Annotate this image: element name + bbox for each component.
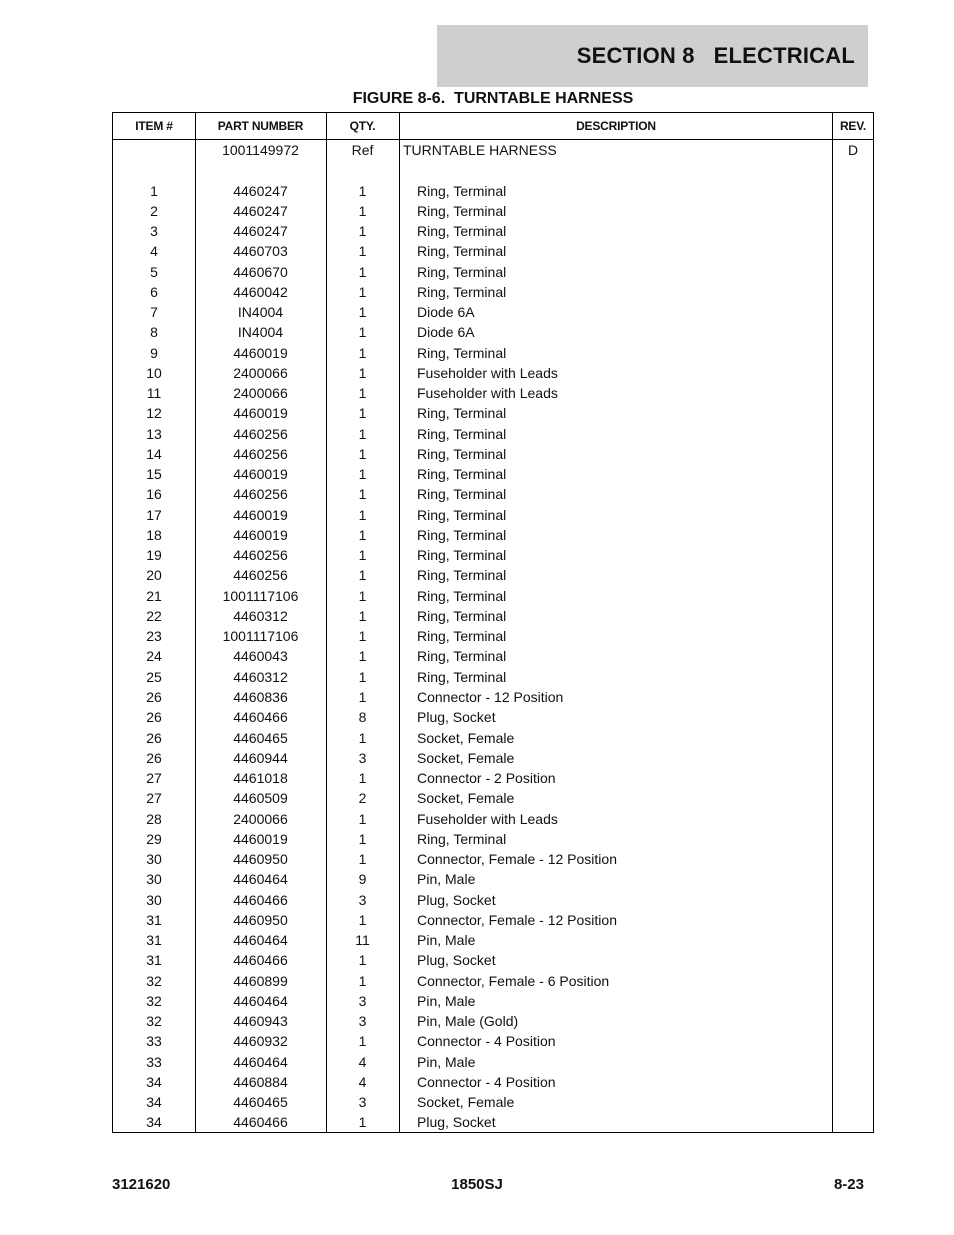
cell-item: 32 (146, 1013, 162, 1030)
section-banner (437, 25, 868, 87)
cell-description: Ring, Terminal (417, 587, 507, 604)
table-row (113, 1052, 873, 1072)
cell-part-number: 4460019 (233, 526, 288, 543)
cell-part-number: 4460256 (233, 547, 288, 564)
cell-qty: 1 (358, 810, 367, 827)
cell-description: Pin, Male (417, 1053, 476, 1070)
cell-item: 11 (146, 385, 162, 402)
cell-description: Ring, Terminal (417, 567, 507, 584)
cell-qty: 1 (358, 952, 367, 969)
cell-qty: 1 (358, 283, 367, 300)
cell-item: 4 (150, 243, 158, 260)
table-header (113, 113, 873, 140)
cell-item: 22 (146, 607, 162, 624)
cell-qty: 1 (358, 526, 367, 543)
cell-part-number: 4460247 (233, 182, 288, 199)
footer-doc-number: 3121620 (112, 1176, 171, 1193)
cell-qty: 1 (358, 770, 367, 787)
table-row (113, 464, 873, 484)
cell-description: Ring, Terminal (417, 223, 507, 240)
cell-qty: 1 (358, 911, 367, 928)
table-row (113, 829, 873, 849)
table-row (113, 1031, 873, 1051)
cell-item: 5 (150, 263, 158, 280)
cell-part-number: 4461018 (233, 770, 288, 787)
table-row (113, 201, 873, 221)
cell-item: 34 (146, 1114, 162, 1131)
cell-description: Pin, Male (Gold) (417, 1013, 519, 1030)
table-row (113, 950, 873, 970)
cell-part-number: 4460509 (233, 790, 288, 807)
cell-qty: 1 (358, 547, 367, 564)
table-row (113, 484, 873, 504)
cell-qty: 1 (358, 243, 367, 260)
figure-title: FIGURE 8-6. TURNTABLE HARNESS (352, 90, 634, 107)
cell-description: Ring, Terminal (417, 283, 507, 300)
section-title: SECTION 8 ELECTRICAL (576, 43, 855, 68)
cell-qty: 11 (355, 932, 370, 949)
cell-description: Socket, Female (417, 1094, 515, 1111)
cell-qty: 2 (358, 790, 367, 807)
cell-item: 29 (146, 830, 162, 847)
cell-description: Ring, Terminal (417, 668, 507, 685)
table-row (113, 1072, 873, 1092)
table-row (113, 383, 873, 403)
cell-qty: 9 (358, 871, 367, 888)
cell-qty: 1 (358, 263, 367, 280)
cell-part-number: 2400066 (233, 364, 288, 381)
cell-description: Connector - 2 Position (417, 770, 556, 787)
cell-part-number: 4460042 (233, 283, 288, 300)
cell-qty: 1 (358, 830, 367, 847)
cell-rev: D (847, 142, 859, 158)
cell-description: Socket, Female (417, 729, 515, 746)
cell-description: Socket, Female (417, 749, 515, 766)
assembly-row (113, 140, 873, 160)
cell-qty: 1 (358, 1033, 367, 1050)
cell-description: Connector, Female - 12 Position (417, 911, 617, 928)
cell-item: 23 (146, 628, 162, 645)
cell-item: 7 (150, 304, 158, 321)
table-row (113, 262, 873, 282)
table-row (113, 505, 873, 525)
cell-item: 6 (150, 283, 158, 300)
table-row (113, 181, 873, 201)
cell-part-number: 4460019 (233, 344, 288, 361)
table-row (113, 302, 873, 322)
cell-description: Pin, Male (417, 932, 476, 949)
cell-item: 8 (150, 324, 158, 341)
cell-part-number: 4460019 (233, 830, 288, 847)
cell-part-number: 4460043 (233, 648, 288, 665)
cell-description: Ring, Terminal (417, 263, 507, 280)
cell-qty: 1 (358, 628, 367, 645)
table-row (113, 646, 873, 666)
table-row (113, 930, 873, 950)
cell-qty: 1 (358, 972, 367, 989)
cell-qty: 1 (358, 587, 367, 604)
cell-item: 19 (146, 547, 162, 564)
cell-part-number: 4460256 (233, 425, 288, 442)
cell-part-number: 4460019 (233, 466, 288, 483)
cell-qty: 1 (358, 648, 367, 665)
header-qty: QTY. (349, 119, 376, 133)
cell-item: 27 (146, 770, 162, 787)
cell-item: 3 (150, 223, 158, 240)
cell-qty: 1 (358, 385, 367, 402)
cell-part-number: 4460247 (233, 202, 288, 219)
table-row (113, 444, 873, 464)
cell-part-number: 4460944 (233, 749, 288, 766)
table-row (113, 869, 873, 889)
table-row (113, 1112, 873, 1132)
cell-item: 30 (146, 871, 162, 888)
cell-description: Connector, Female - 12 Position (417, 851, 617, 868)
table-row (113, 707, 873, 727)
cell-part-number: 4460932 (233, 1033, 288, 1050)
table-row (113, 1092, 873, 1112)
cell-description: Ring, Terminal (417, 830, 507, 847)
cell-description: Ring, Terminal (417, 547, 507, 564)
cell-description: Fuseholder with Leads (417, 810, 558, 827)
cell-description: Ring, Terminal (417, 425, 507, 442)
cell-description: Connector - 12 Position (417, 689, 564, 705)
cell-part-number: 4460256 (233, 486, 288, 503)
cell-qty: 3 (358, 749, 367, 766)
cell-description: Ring, Terminal (417, 445, 507, 462)
cell-qty: 4 (358, 1053, 367, 1070)
cell-part-number: 4460703 (233, 243, 288, 260)
cell-item: 28 (146, 810, 162, 827)
cell-qty: 1 (358, 466, 367, 483)
cell-description: Diode 6A (417, 324, 475, 341)
table-row (113, 728, 873, 748)
header-item: ITEM # (135, 119, 173, 133)
cell-item: 1 (150, 182, 158, 199)
cell-description: Fuseholder with Leads (417, 364, 558, 381)
table-row (113, 991, 873, 1011)
table-row (113, 282, 873, 302)
cell-part-number: 1001117106 (222, 628, 299, 645)
cell-item: 10 (146, 364, 162, 381)
cell-item: 27 (146, 790, 162, 807)
cell-qty: 1 (358, 607, 367, 624)
cell-item: 25 (146, 668, 162, 685)
table-row (113, 910, 873, 930)
cell-item: 26 (146, 749, 162, 766)
cell-description: Socket, Female (417, 790, 515, 807)
cell-item: 31 (146, 952, 162, 969)
cell-part-number: 4460466 (233, 952, 288, 969)
cell-part-number: 4460312 (233, 607, 288, 624)
cell-qty: 8 (358, 709, 367, 726)
cell-part-number: 2400066 (233, 810, 288, 827)
cell-item: 26 (146, 689, 162, 705)
cell-item: 15 (146, 466, 162, 483)
cell-qty: 1 (358, 304, 367, 321)
table-row (113, 768, 873, 788)
cell-item: 9 (150, 344, 158, 361)
cell-part-number: 4460312 (233, 668, 288, 685)
cell-qty: 1 (358, 324, 367, 341)
cell-item: 32 (146, 992, 162, 1009)
cell-qty: 3 (358, 992, 367, 1009)
header-part-number: PART NUMBER (217, 119, 304, 133)
cell-part-number: 4460465 (233, 1094, 288, 1111)
header-rev: REV. (839, 119, 867, 133)
cell-part-number: 1001149972 (222, 142, 299, 158)
cell-qty: 1 (358, 567, 367, 584)
cell-item: 26 (146, 729, 162, 746)
cell-part-number: 4460899 (233, 972, 288, 989)
cell-description: Connector - 4 Position (417, 1033, 556, 1050)
cell-description: Connector - 4 Position (417, 1073, 556, 1090)
table-row (113, 403, 873, 423)
cell-description: Ring, Terminal (417, 466, 507, 483)
cell-part-number: 4460943 (233, 1013, 288, 1030)
cell-description: Ring, Terminal (417, 648, 507, 665)
cell-item: 20 (146, 567, 162, 584)
cell-description: Ring, Terminal (417, 243, 507, 260)
cell-item: 14 (146, 445, 162, 462)
table-row (113, 221, 873, 241)
cell-description: Ring, Terminal (417, 344, 507, 361)
cell-qty: 1 (358, 425, 367, 442)
table-row (113, 586, 873, 606)
cell-description: Plug, Socket (417, 891, 496, 908)
cell-item: 33 (146, 1033, 162, 1050)
cell-description: TURNTABLE HARNESS (403, 142, 557, 158)
cell-qty: 1 (358, 445, 367, 462)
cell-item: 30 (146, 851, 162, 868)
table-row (113, 606, 873, 626)
cell-item: 31 (146, 911, 162, 928)
cell-part-number: 4460836 (233, 689, 288, 705)
cell-item (113, 140, 195, 160)
cell-part-number: 4460464 (233, 932, 288, 949)
cell-part-number: 4460466 (233, 709, 288, 726)
table-row (113, 971, 873, 991)
cell-item: 17 (146, 506, 162, 523)
cell-part-number: 2400066 (233, 385, 288, 402)
cell-item: 18 (146, 526, 162, 543)
cell-description: Plug, Socket (417, 1114, 496, 1131)
cell-part-number: 1001117106 (222, 587, 299, 604)
table-row (113, 748, 873, 768)
cell-item: 31 (146, 932, 162, 949)
table-row (113, 343, 873, 363)
table-row (113, 890, 873, 910)
cell-qty: 3 (358, 1013, 367, 1030)
cell-part-number: 4460019 (233, 506, 288, 523)
table-row (113, 1011, 873, 1031)
cell-part-number: 4460464 (233, 992, 288, 1009)
cell-description: Connector, Female - 6 Position (417, 972, 610, 989)
cell-part-number: 4460670 (233, 263, 288, 280)
cell-description: Ring, Terminal (417, 202, 507, 219)
cell-item: 2 (150, 202, 158, 219)
cell-qty: 1 (358, 851, 367, 868)
cell-item: 26 (146, 709, 162, 726)
cell-description: Ring, Terminal (417, 405, 507, 422)
cell-qty: 1 (358, 668, 367, 685)
cell-description: Pin, Male (417, 871, 476, 888)
cell-description: Pin, Male (417, 992, 476, 1009)
cell-description: Ring, Terminal (417, 607, 507, 624)
cell-part-number: 4460256 (233, 445, 288, 462)
table-row (113, 788, 873, 808)
cell-description: Ring, Terminal (417, 486, 507, 503)
cell-qty: 1 (358, 344, 367, 361)
cell-item: 16 (146, 486, 162, 503)
cell-item: 21 (146, 587, 162, 604)
cell-qty: 3 (358, 1094, 367, 1111)
cell-part-number: IN4004 (237, 304, 284, 321)
table-row (113, 849, 873, 869)
cell-item: 24 (146, 648, 162, 665)
cell-item: 32 (146, 972, 162, 989)
table-row (113, 424, 873, 444)
table-row (113, 667, 873, 687)
cell-part-number: 4460464 (233, 1053, 288, 1070)
cell-description: Ring, Terminal (417, 526, 507, 543)
cell-description: Ring, Terminal (417, 506, 507, 523)
table-row (113, 525, 873, 545)
table-row (113, 809, 873, 829)
cell-qty: 1 (358, 506, 367, 523)
cell-description: Ring, Terminal (417, 628, 507, 645)
table-row (113, 687, 873, 707)
cell-qty: 1 (358, 202, 367, 219)
table-row (113, 565, 873, 585)
table-row (113, 626, 873, 646)
cell-qty: Ref (351, 142, 374, 158)
parts-table (112, 112, 874, 1133)
cell-part-number: 4460464 (233, 871, 288, 888)
footer-model: 1850SJ (451, 1176, 503, 1193)
cell-description: Plug, Socket (417, 709, 496, 726)
table-row (113, 363, 873, 383)
cell-part-number: 4460247 (233, 223, 288, 240)
cell-qty: 1 (358, 182, 367, 199)
cell-item: 34 (146, 1094, 162, 1111)
cell-description: Plug, Socket (417, 952, 496, 969)
cell-part-number: 4460019 (233, 405, 288, 422)
cell-item: 13 (146, 425, 162, 442)
cell-part-number: 4460256 (233, 567, 288, 584)
cell-part-number: 4460466 (233, 891, 288, 908)
cell-qty: 3 (358, 891, 367, 908)
cell-qty: 1 (358, 729, 367, 746)
cell-qty: 1 (358, 223, 367, 240)
cell-part-number: 4460950 (233, 911, 288, 928)
cell-part-number: 4460466 (233, 1114, 288, 1131)
cell-qty: 1 (358, 1114, 367, 1131)
cell-item: 30 (146, 891, 162, 908)
cell-qty: 4 (358, 1073, 367, 1090)
cell-part-number: 4460884 (233, 1073, 288, 1090)
cell-part-number: 4460465 (233, 729, 288, 746)
cell-description: Fuseholder with Leads (417, 385, 558, 402)
cell-item: 12 (146, 405, 162, 422)
cell-qty: 1 (358, 689, 367, 705)
cell-qty: 1 (358, 364, 367, 381)
cell-qty: 1 (358, 405, 367, 422)
table-row (113, 322, 873, 342)
cell-item: 34 (146, 1073, 162, 1090)
cell-part-number: 4460950 (233, 851, 288, 868)
table-row (113, 545, 873, 565)
table-row (113, 241, 873, 261)
cell-description: Ring, Terminal (417, 182, 507, 199)
cell-item: 33 (146, 1053, 162, 1070)
header-description: DESCRIPTION (576, 119, 656, 133)
cell-qty: 1 (358, 486, 367, 503)
footer-page-number: 8-23 (833, 1176, 864, 1193)
cell-description: Diode 6A (417, 304, 475, 321)
cell-part-number: IN4004 (237, 324, 284, 341)
